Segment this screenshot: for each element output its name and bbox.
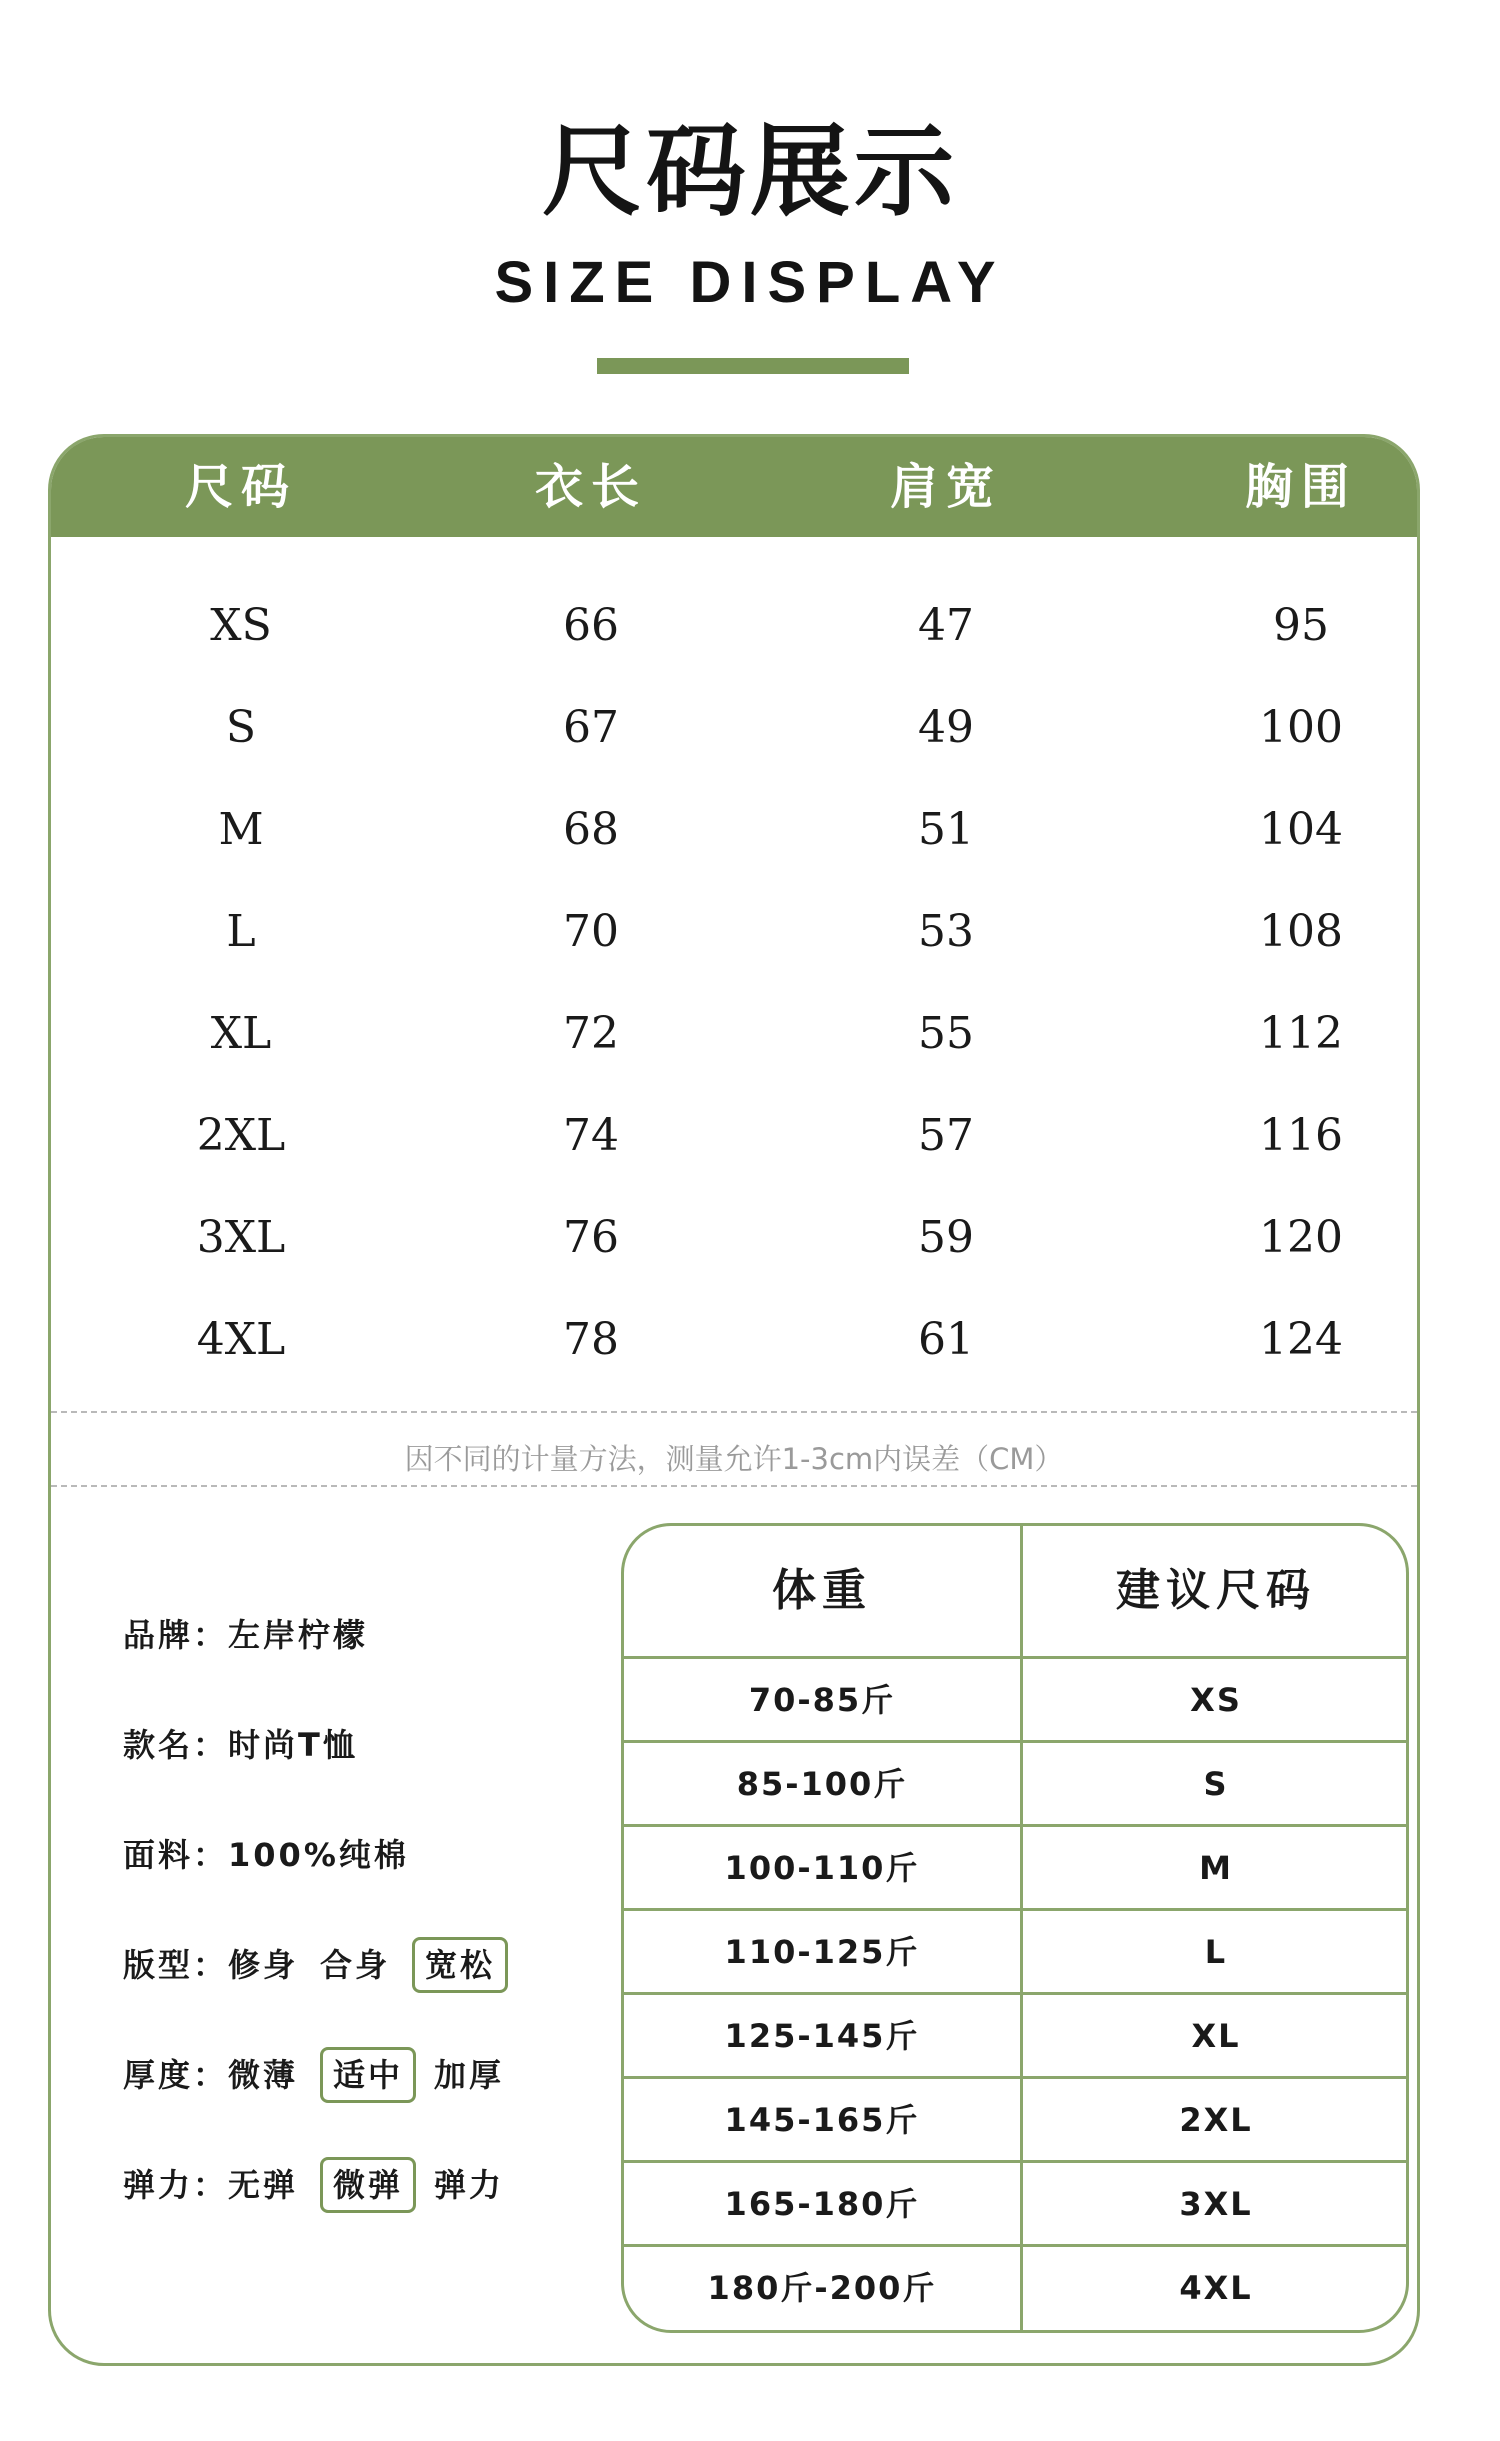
- length-cell: 66: [563, 600, 619, 651]
- chest-cell: 116: [1259, 1110, 1343, 1161]
- note-divider-bottom: [51, 1485, 1417, 1487]
- length-cell: 78: [563, 1314, 619, 1365]
- size-row-4xl: [51, 1289, 1417, 1391]
- info-fit: [123, 1933, 526, 1993]
- suggested-size-cell: L: [1204, 1933, 1228, 1971]
- length-cell: 70: [563, 906, 619, 957]
- header-shoulder: 肩宽: [889, 459, 1002, 515]
- elasticity-option-none: 无弹: [228, 2166, 299, 2204]
- size-cell: L: [226, 906, 256, 957]
- size-row-xl: [51, 983, 1417, 1085]
- size-chart-card: [48, 434, 1420, 2366]
- thickness-option-medium-selected: 适中: [320, 2047, 416, 2103]
- size-cell: 3XL: [196, 1212, 286, 1263]
- suggested-size-cell: 2XL: [1179, 2101, 1253, 2139]
- suggested-size-cell: 4XL: [1179, 2269, 1253, 2307]
- size-row-3xl: [51, 1187, 1417, 1289]
- suggested-size-cell: S: [1203, 1765, 1229, 1803]
- length-cell: 67: [563, 702, 619, 753]
- info-brand-label: 品牌：: [123, 1616, 229, 1654]
- shoulder-cell: 47: [918, 600, 974, 651]
- fit-option-loose-selected: 宽松: [412, 1937, 508, 1993]
- shoulder-cell: 59: [918, 1212, 974, 1263]
- shoulder-cell: 53: [918, 906, 974, 957]
- info-style-value: 时尚T恤: [228, 1726, 358, 1764]
- measurement-note: 因不同的计量方法，测量允许1-3cm内误差（CM）: [404, 1442, 1064, 1476]
- size-cell: M: [218, 804, 264, 855]
- shoulder-cell: 51: [918, 804, 974, 855]
- note-divider-top: [51, 1411, 1417, 1413]
- weight-size-table: [621, 1523, 1409, 2333]
- chest-cell: 124: [1259, 1314, 1343, 1365]
- thickness-option-thick: 加厚: [434, 2056, 505, 2094]
- weight-cell: 165-180斤: [724, 2185, 920, 2223]
- length-cell: 68: [563, 804, 619, 855]
- size-cell: XL: [210, 1008, 272, 1059]
- size-row-s: [51, 677, 1417, 779]
- info-fabric-label: 面料：: [123, 1836, 229, 1874]
- length-cell: 72: [563, 1008, 619, 1059]
- shoulder-cell: 49: [918, 702, 974, 753]
- fit-option-slim: 修身: [228, 1946, 299, 1984]
- chest-cell: 120: [1259, 1212, 1343, 1263]
- weight-cell: 110-125斤: [724, 1933, 920, 1971]
- title-divider-bar: [597, 358, 909, 374]
- elasticity-option-stretch: 弹力: [434, 2166, 505, 2204]
- size-table-header: [51, 437, 1417, 537]
- fit-option-regular: 合身: [320, 1946, 391, 1984]
- weight-cell: 70-85斤: [748, 1681, 896, 1719]
- shoulder-cell: 55: [918, 1008, 974, 1059]
- info-style: [123, 1713, 358, 1773]
- info-brand: [123, 1603, 368, 1663]
- suggested-size-cell: M: [1199, 1849, 1233, 1887]
- page-subtitle: SIZE DISPLAY: [494, 250, 1006, 315]
- size-cell: S: [225, 702, 257, 753]
- length-cell: 74: [563, 1110, 619, 1161]
- weight-cell: 100-110斤: [724, 1849, 920, 1887]
- chest-cell: 100: [1259, 702, 1343, 753]
- suggested-size-cell: XS: [1190, 1681, 1242, 1719]
- chest-cell: 112: [1259, 1008, 1343, 1059]
- weight-cell: 145-165斤: [724, 2101, 920, 2139]
- header-size: 尺码: [184, 459, 297, 515]
- info-brand-value: 左岸柠檬: [228, 1616, 369, 1654]
- length-cell: 76: [563, 1212, 619, 1263]
- size-cell: 2XL: [196, 1110, 286, 1161]
- weight-cell: 85-100斤: [736, 1765, 908, 1803]
- page-title: 尺码展示: [542, 113, 958, 230]
- chest-cell: 95: [1273, 600, 1329, 651]
- chest-cell: 108: [1259, 906, 1343, 957]
- info-thickness: [123, 2043, 526, 2103]
- size-row-l: [51, 881, 1417, 983]
- weight-table-header-weight: 体重: [772, 1565, 872, 1616]
- header-chest: 胸围: [1244, 459, 1357, 515]
- weight-table-header-size: 建议尺码: [1116, 1565, 1316, 1616]
- weight-cell: 125-145斤: [724, 2017, 920, 2055]
- chest-cell: 104: [1259, 804, 1343, 855]
- shoulder-cell: 57: [918, 1110, 974, 1161]
- info-elasticity-label: 弹力：: [123, 2166, 229, 2204]
- info-elasticity: [123, 2153, 526, 2213]
- info-style-label: 款名：: [123, 1726, 229, 1764]
- header-length: 衣长: [534, 459, 647, 515]
- info-fit-label: 版型：: [123, 1946, 229, 1984]
- size-row-xs: [51, 575, 1417, 677]
- shoulder-cell: 61: [918, 1314, 974, 1365]
- size-row-m: [51, 779, 1417, 881]
- info-thickness-label: 厚度：: [123, 2056, 229, 2094]
- weight-cell: 180斤-200斤: [707, 2269, 937, 2307]
- size-cell: 4XL: [196, 1314, 286, 1365]
- info-fabric: [123, 1823, 409, 1883]
- size-row-2xl: [51, 1085, 1417, 1187]
- info-fabric-value: 100%纯棉: [228, 1836, 409, 1874]
- suggested-size-cell: XL: [1191, 2017, 1241, 2055]
- thickness-option-thin: 微薄: [228, 2056, 299, 2094]
- elasticity-option-slight-selected: 微弹: [320, 2157, 416, 2213]
- size-cell: XS: [210, 600, 272, 651]
- suggested-size-cell: 3XL: [1179, 2185, 1253, 2223]
